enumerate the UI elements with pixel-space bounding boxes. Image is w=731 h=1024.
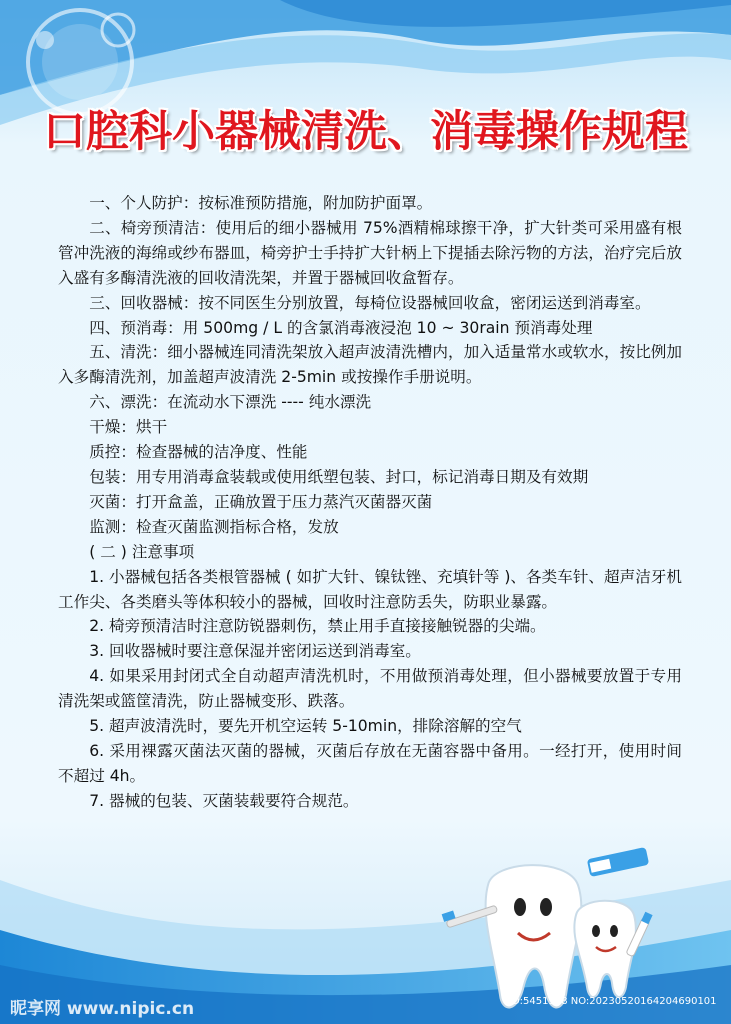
regulation-body	[58, 191, 682, 814]
paragraph: 三、回收器械：按不同医生分别放置，每椅位设器械回收盒，密闭运送到消毒室。	[89, 293, 651, 312]
paragraph: 监测：检查灭菌监测指标合格，发放	[89, 517, 339, 536]
image-id-line: ID:5451928 NO:20230520164204690101	[509, 996, 717, 1007]
paragraph: 六、漂洗：在流动水下漂洗 ---- 纯水漂洗	[89, 393, 372, 412]
paragraph: 四、预消毒：用 500mg / L 的含氯消毒液浸泡 10 ~ 30rain 预消毒处理	[89, 318, 593, 337]
paragraph: 包装：用专用消毒盒装载或使用纸塑包装、封口，标记消毒日期及有效期	[89, 467, 589, 486]
page-title: 口腔科小器械清洗、消毒操作规程	[43, 107, 688, 157]
paragraph: 质控：检查器械的洁净度、性能	[89, 443, 308, 462]
paragraph: 干燥：烘干	[89, 418, 168, 437]
paragraph: 一、个人防护：按标准预防措施，附加防护面罩。	[89, 194, 433, 212]
paragraph: 4. 如果采用封闭式全自动超声清洗机时，不用做预消毒处理，但小器械要放置于专用清洗架或篮筐清洗，防止器械变形、跌落。	[58, 667, 682, 711]
tooth-mascot-illustration	[438, 845, 668, 1015]
paragraph: 3. 回收器械时要注意保湿并密闭运送到消毒室。	[89, 642, 421, 661]
paragraph: 6. 采用裸露灭菌法灭菌的器械，灭菌后存放在无菌容器中备用。一经打开，使用时间不超过 4h。	[58, 741, 682, 785]
paragraph: 5. 超声波清洗时，要先开机空运转 5-10min，排除溶解的空气	[89, 717, 522, 736]
paragraph: 2. 椅旁预清洁时注意防锐器刺伤，禁止用手直接接触锐器的尖端。	[89, 617, 546, 636]
paragraph: 五、清洗：细小器械连同清洗架放入超声波清洗槽内，加入适量常水或软水，按比例加入多酶清洗剂，加盖超声波清洗 2-5min 或按操作手册说明。	[58, 343, 682, 387]
paragraph: 1. 小器械包括各类根管器械 ( 如扩大针、镍钛锉、充填针等 )、各类车针、超声洁牙机工作尖、各类磨头等体积较小的器械，回收时注意防丢失，防职业暴露。	[58, 567, 682, 611]
paragraph: 二、椅旁预清洁：使用后的细小器械用 75%酒精棉球擦干净，扩大针类可采用盛有根管冲洗液的海绵或纱布器皿，椅旁护士手持扩大针柄上下提插去除污物的方法，治疗完后放入盛有多酶清洗液的回收清洗架，并置于器械回收盒暂存。	[58, 218, 682, 287]
paragraph: ( 二 ) 注意事项	[89, 542, 195, 561]
paragraph: 灭菌：打开盒盖，正确放置于压力蒸汽灭菌器灭菌	[89, 492, 433, 511]
site-watermark: 昵享网 www.nipic.cn	[10, 999, 195, 1019]
paragraph: 7. 器械的包装、灭菌装载要符合规范。	[89, 791, 359, 810]
